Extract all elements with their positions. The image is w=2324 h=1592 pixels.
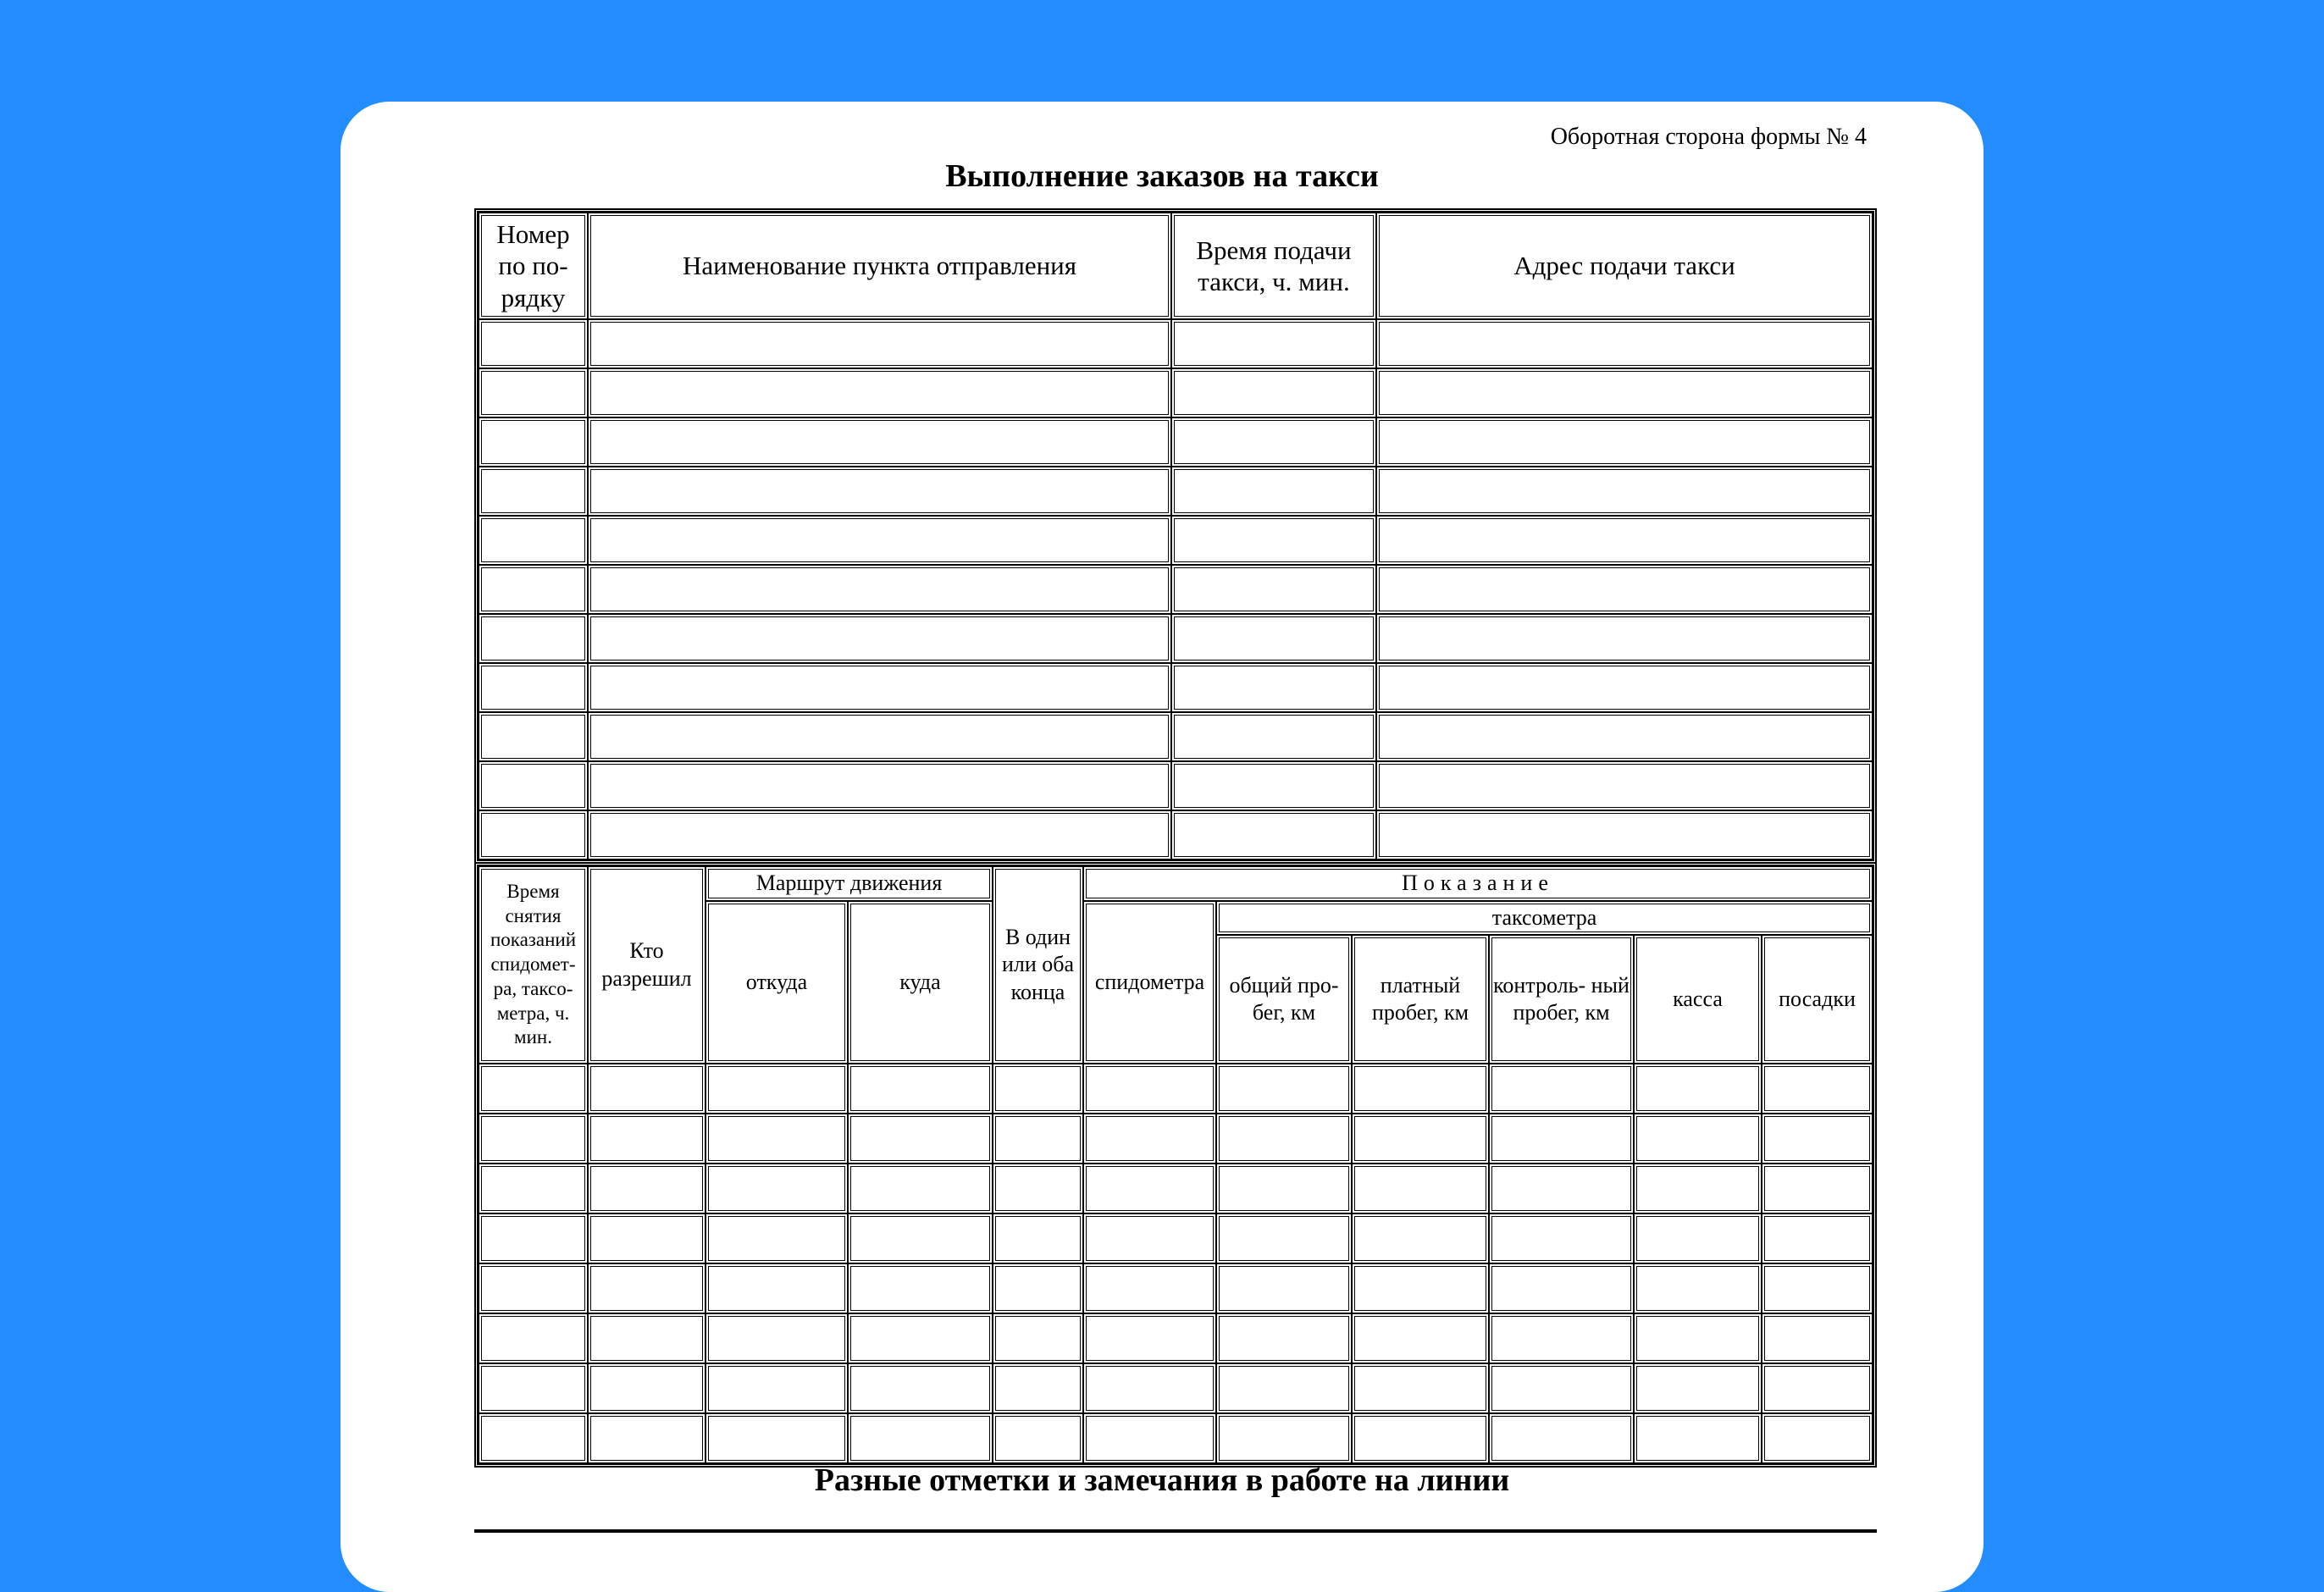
blank-cell xyxy=(1083,1263,1216,1313)
blank-cell xyxy=(588,565,1171,614)
header-speedometer: спидометра xyxy=(1083,901,1216,1064)
form-sheet xyxy=(340,102,1984,1592)
form-side-label: Оборотная сторона формы № 4 xyxy=(1550,124,1867,150)
blank-cell xyxy=(1171,516,1376,565)
table-row xyxy=(479,368,1873,417)
remarks-line xyxy=(474,1529,1877,1533)
blank-cell xyxy=(1489,1064,1634,1114)
blank-cell xyxy=(1376,319,1873,368)
orders-body xyxy=(479,319,1873,860)
blank-cell xyxy=(1171,565,1376,614)
table-row xyxy=(479,1164,1873,1213)
blank-cell xyxy=(588,663,1171,712)
blank-cell xyxy=(588,761,1171,810)
blank-cell xyxy=(588,1213,706,1263)
table-row xyxy=(479,1363,1873,1413)
blank-cell xyxy=(588,1114,706,1164)
blank-cell xyxy=(848,1114,993,1164)
blank-cell xyxy=(706,1114,848,1164)
blank-cell xyxy=(588,712,1171,761)
blank-cell xyxy=(588,1413,706,1463)
blank-cell xyxy=(1762,1114,1873,1164)
blank-cell xyxy=(1083,1164,1216,1213)
header-from: откуда xyxy=(706,901,848,1064)
blank-cell xyxy=(479,810,588,860)
blank-cell xyxy=(588,319,1171,368)
blank-cell xyxy=(479,1164,588,1213)
header-taximeter: таксометра xyxy=(1216,901,1873,936)
blank-cell xyxy=(588,1164,706,1213)
table-row xyxy=(479,1213,1873,1263)
blank-cell xyxy=(588,467,1171,516)
blank-cell xyxy=(1376,663,1873,712)
blank-cell xyxy=(1171,368,1376,417)
blank-cell xyxy=(1352,1363,1489,1413)
blank-cell xyxy=(1216,1313,1352,1363)
blank-cell xyxy=(993,1313,1083,1363)
blank-cell xyxy=(479,1213,588,1263)
table-row xyxy=(479,1064,1873,1114)
blank-cell xyxy=(848,1363,993,1413)
table-row xyxy=(479,810,1873,860)
blank-cell xyxy=(1489,1164,1634,1213)
blank-cell xyxy=(588,1363,706,1413)
blank-cell xyxy=(1216,1064,1352,1114)
blank-cell xyxy=(1489,1213,1634,1263)
blank-cell xyxy=(588,1064,706,1114)
blank-cell xyxy=(1083,1363,1216,1413)
readings-header-row-1 xyxy=(479,866,1873,901)
blank-cell xyxy=(1489,1363,1634,1413)
blank-cell xyxy=(479,712,588,761)
blank-cell xyxy=(706,1263,848,1313)
blank-cell xyxy=(1352,1114,1489,1164)
blank-cell xyxy=(706,1213,848,1263)
header-total-mileage: общий про- бег, км xyxy=(1216,935,1352,1064)
blank-cell xyxy=(479,1064,588,1114)
header-boardings: посадки xyxy=(1762,935,1873,1064)
blank-cell xyxy=(1171,663,1376,712)
table-row xyxy=(479,1114,1873,1164)
blank-cell xyxy=(993,1413,1083,1463)
blank-cell xyxy=(1634,1313,1762,1363)
blank-cell xyxy=(1376,614,1873,663)
blank-cell xyxy=(479,663,588,712)
header-to: куда xyxy=(848,901,993,1064)
blank-cell xyxy=(479,1313,588,1363)
blank-cell xyxy=(479,1363,588,1413)
blank-cell xyxy=(1171,417,1376,467)
blank-cell xyxy=(1083,1064,1216,1114)
table-row xyxy=(479,712,1873,761)
blank-cell xyxy=(1489,1263,1634,1313)
blank-cell xyxy=(706,1164,848,1213)
table-row xyxy=(479,467,1873,516)
blank-cell xyxy=(1352,1413,1489,1463)
blank-cell xyxy=(1171,810,1376,860)
blank-cell xyxy=(1216,1363,1352,1413)
blank-cell xyxy=(479,467,588,516)
blank-cell xyxy=(1634,1263,1762,1313)
table-row xyxy=(479,565,1873,614)
blank-cell xyxy=(1634,1413,1762,1463)
blank-cell xyxy=(1352,1263,1489,1313)
blank-cell xyxy=(1352,1164,1489,1213)
blank-cell xyxy=(1762,1263,1873,1313)
blank-cell xyxy=(479,761,588,810)
blank-cell xyxy=(1376,417,1873,467)
blank-cell xyxy=(1171,319,1376,368)
blank-cell xyxy=(1762,1164,1873,1213)
blank-cell xyxy=(479,1263,588,1313)
header-authorized-by: Кто разрешил xyxy=(588,866,706,1064)
blank-cell xyxy=(588,368,1171,417)
readings-body xyxy=(479,1064,1873,1463)
blank-cell xyxy=(1634,1363,1762,1413)
blank-cell xyxy=(848,1213,993,1263)
table-row xyxy=(479,516,1873,565)
blank-cell xyxy=(1376,761,1873,810)
blank-cell xyxy=(848,1064,993,1114)
blank-cell xyxy=(1762,1413,1873,1463)
blank-cell xyxy=(588,1313,706,1363)
blank-cell xyxy=(1352,1213,1489,1263)
blank-cell xyxy=(1489,1413,1634,1463)
table-row xyxy=(479,1263,1873,1313)
table-row xyxy=(479,319,1873,368)
blank-cell xyxy=(1083,1313,1216,1363)
blank-cell xyxy=(479,319,588,368)
header-order-number: Номер по по- рядку xyxy=(479,213,588,319)
blank-cell xyxy=(1216,1263,1352,1313)
table-row xyxy=(479,761,1873,810)
orders-header-row xyxy=(479,213,1873,319)
blank-cell xyxy=(1376,467,1873,516)
blank-cell xyxy=(1762,1363,1873,1413)
blank-cell xyxy=(1083,1213,1216,1263)
orders-table xyxy=(474,208,1877,864)
blank-cell xyxy=(1171,467,1376,516)
header-removal-time: Время снятия показаний спидомет- ра, таксо- метра, ч. мин. xyxy=(479,866,588,1064)
blank-cell xyxy=(1634,1064,1762,1114)
table-row xyxy=(479,614,1873,663)
blank-cell xyxy=(706,1313,848,1363)
blank-cell xyxy=(479,1114,588,1164)
blank-cell xyxy=(1376,712,1873,761)
blank-cell xyxy=(1634,1164,1762,1213)
remarks-title: Разные отметки и замечания в работе на линии xyxy=(814,1462,1510,1498)
blank-cell xyxy=(993,1164,1083,1213)
header-departure-point: Наименование пункта отправления xyxy=(588,213,1171,319)
header-paid-mileage: платный пробег, км xyxy=(1352,935,1489,1064)
blank-cell xyxy=(588,614,1171,663)
blank-cell xyxy=(1216,1114,1352,1164)
header-ends: В один или оба конца xyxy=(993,866,1083,1064)
header-route: Маршрут движения xyxy=(706,866,993,901)
blank-cell xyxy=(1083,1114,1216,1164)
blank-cell xyxy=(588,417,1171,467)
blank-cell xyxy=(1762,1313,1873,1363)
blank-cell xyxy=(588,516,1171,565)
blank-cell xyxy=(993,1213,1083,1263)
blank-cell xyxy=(1489,1313,1634,1363)
blank-cell xyxy=(848,1413,993,1463)
blank-cell xyxy=(848,1313,993,1363)
blank-cell xyxy=(1083,1413,1216,1463)
blank-cell xyxy=(1376,516,1873,565)
blank-cell xyxy=(706,1064,848,1114)
table-row xyxy=(479,663,1873,712)
orders-title: Выполнение заказов на такси xyxy=(945,158,1379,194)
blank-cell xyxy=(706,1363,848,1413)
blank-cell xyxy=(1171,614,1376,663)
blank-cell xyxy=(848,1164,993,1213)
blank-cell xyxy=(588,1263,706,1313)
blank-cell xyxy=(1352,1064,1489,1114)
blank-cell xyxy=(1216,1413,1352,1463)
header-taxi-address: Адрес подачи такси xyxy=(1376,213,1873,319)
header-reading: Показание xyxy=(1083,866,1873,901)
blank-cell xyxy=(479,565,588,614)
blank-cell xyxy=(993,1263,1083,1313)
header-control-mileage: контроль- ный пробег, км xyxy=(1489,935,1634,1064)
header-cash: касса xyxy=(1634,935,1762,1064)
blank-cell xyxy=(1376,810,1873,860)
table-row xyxy=(479,1413,1873,1463)
blank-cell xyxy=(1171,712,1376,761)
blank-cell xyxy=(993,1064,1083,1114)
blank-cell xyxy=(1489,1114,1634,1164)
blank-cell xyxy=(1762,1213,1873,1263)
blank-cell xyxy=(479,614,588,663)
blank-cell xyxy=(1352,1313,1489,1363)
blank-cell xyxy=(588,810,1171,860)
blank-cell xyxy=(1171,761,1376,810)
blank-cell xyxy=(1634,1114,1762,1164)
blank-cell xyxy=(479,1413,588,1463)
blank-cell xyxy=(1216,1213,1352,1263)
blank-cell xyxy=(479,417,588,467)
blank-cell xyxy=(1634,1213,1762,1263)
blank-cell xyxy=(479,368,588,417)
blank-cell xyxy=(993,1363,1083,1413)
blank-cell xyxy=(1216,1164,1352,1213)
blank-cell xyxy=(1762,1064,1873,1114)
header-arrival-time: Время подачи такси, ч. мин. xyxy=(1171,213,1376,319)
blank-cell xyxy=(479,516,588,565)
blank-cell xyxy=(706,1413,848,1463)
blank-cell xyxy=(848,1263,993,1313)
table-row xyxy=(479,1313,1873,1363)
blank-cell xyxy=(1376,368,1873,417)
blank-cell xyxy=(1376,565,1873,614)
readings-table xyxy=(474,862,1877,1468)
blank-cell xyxy=(993,1114,1083,1164)
table-row xyxy=(479,417,1873,467)
